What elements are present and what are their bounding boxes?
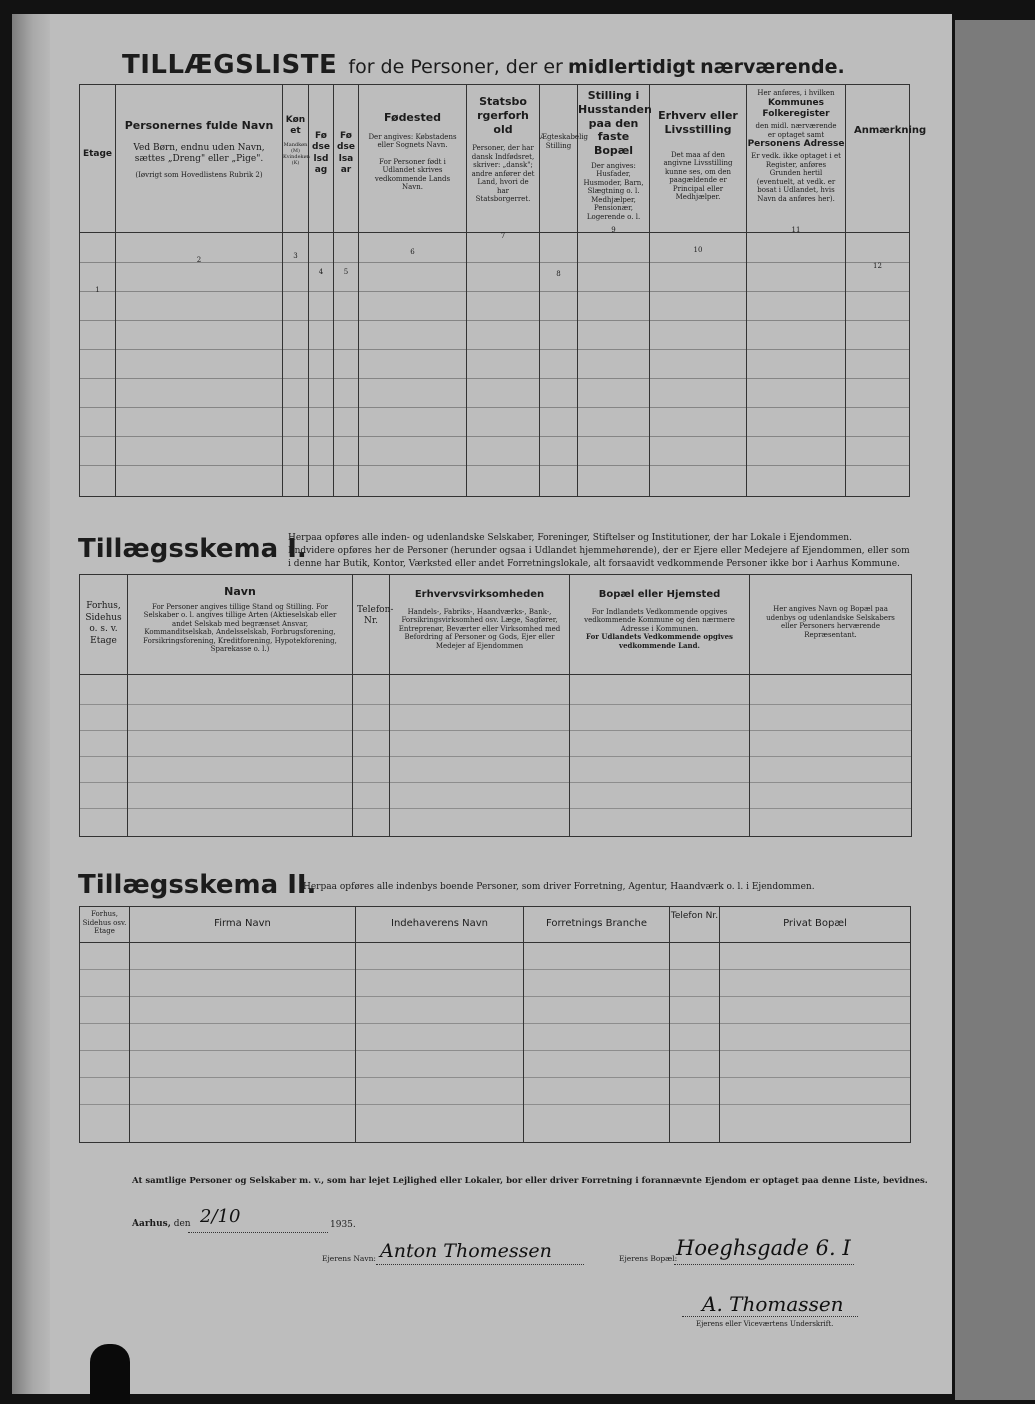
s1-col-phone: Telefon-Nr. [353,575,390,675]
next-page-edge [955,20,1035,1400]
title-main: TILLÆGSLISTE [122,50,338,80]
col-birthplace-header: Fødested Der angives: Købstadens eller Sognets Navn. For Personer født i Udlandet skrives vedkommende Lands Navn. 6 [359,85,467,233]
address-line [674,1264,854,1265]
year-text: 1935. [330,1220,356,1230]
s1-col-floor: Forhus, Sidehus o. s. v. Etage [80,575,128,675]
attestation-text: At samtlige Personer og Selskaber m. v., som har lejet Lejlighed eller Lokaler, bor eller driver Forretning i forannævnte Ejendom er optaget paa denne Liste, bevidnes. [132,1176,928,1186]
col-register-header: Her anføres, i hvilken Kommunes Folkeregister den midl. nærværende er optaget samt Personens Adresse Er vedk. ikke optaget i et Register, anføres Grunden hertil (eventuelt, at vedk. er bosat i Udlandet, hvis Navn da anføres her). 11 [747,85,846,233]
s2-col-phone: Telefon Nr. [670,907,720,943]
s1-col-business: Erhvervsvirksomheden Handels-, Fabriks-, Haandværks-, Bank-, Forsikringsvirksomhed osv. Læge, Sagfører, Entreprenør, Beværter eller Virksomhed med Befordring af Personer og Gods, Ejer eller Medejer af Ejendommen [390,575,570,675]
city-label: Aarhus, den [132,1219,191,1229]
s2-col-firm: Firma Navn [130,907,356,943]
col-remark-header: Anmærkning 12 [846,85,910,233]
schema1-text [288,532,918,571]
owner-line [376,1264,584,1265]
col-birthyear-header: Fødselsaar 5 [334,85,359,233]
schema1-text-line-2: Endvidere opføres her de Personer (herunder ogsaa i Udlandet hjemmehørende), der er Ejere eller Medejere af Ejendommen, eller som [288,546,910,557]
owner-name-handwritten: Anton Thomessen [380,1240,552,1262]
schema2-table [79,906,911,1143]
date-line [188,1232,328,1233]
schema2-title: Tillægsskema II. [78,870,317,900]
s1-col-representative: Her angives Navn og Bopæl paa udenbys og udenlandske Selskabers eller Personers herværende Repræsentant. [750,575,912,675]
col-birthday-header: Fødselsdag 4 [309,85,334,233]
schema1-text-line-1: Herpaa opføres alle inden- og udenlandske Selskaber, Foreninger, Stiftelser og Institutioner, der har Lokale i Ejendommen. [288,533,852,543]
s2-col-address: Privat Bopæl [720,907,911,943]
col-citizenship-header: Statsborgerforhold Personer, der har dansk Indfødsret, skriver: „dansk"; andre anfører det Land, hvori de har Statsborgerret. 7 [467,85,540,233]
title-bold: midlertidigt [567,56,696,78]
owner-name-label: Ejerens Navn: [322,1254,376,1263]
col-gender-header: Kønet Mandkøn (M) Kvindekøn (K) 3 [283,85,309,233]
schema1-table [79,574,912,837]
col-name-header: Personernes fulde Navn Ved Børn, endnu uden Navn, sættes „Dreng" eller „Pige". (Iøvrigt som Hovedlistens Rubrik 2) 2 [116,85,283,233]
signature-handwritten: A. Thomassen [702,1292,844,1316]
schema1-text-line-3: i denne har Butik, Kontor, Værksted eller andet Forretningslokale, alt forsaavidt vedkommende Personer ikke bor i Aarhus Kommune. [288,559,900,570]
col-etage-header: Etage 1 [80,85,116,233]
col-occupation-header: Erhverv eller Livsstilling Det maa af den angivne Livsstilling kunne ses, om den paagældende er Principal eller Medhjælper. 10 [650,85,747,233]
s1-col-residence: Bopæl eller Hjemsted For Indlandets Vedkommende opgives vedkommende Kommune og den nærmere Adresse i Kommunen. For Udlandets Vedkommende opgives vedkommende Land. [570,575,750,675]
s1-col-name: Navn For Personer angives tillige Stand og Stilling. For Selskaber o. l. angives tillige Arten (Aktieselskab eller andet Selskab med begrænset Ansvar, Kommanditselskab, Andelsselskab, Forbrugsforening, Forsikringsforening, Kreditforening, Hypotekforening, Sparekasse o. l.) [128,575,353,675]
title-rest-1: for de Personer, der er [348,56,563,78]
document-page [12,14,952,1394]
schema2-text: Herpaa opføres alle indenbys boende Personer, som driver Forretning, Agentur, Haandværk o. l. i Ejendommen. [303,882,815,892]
schema1-title: Tillægsskema I. [78,534,307,564]
s2-col-floor: Forhus, Sidehus osv. Etage [80,907,130,943]
owner-address-handwritten: Hoeghsgade 6. I [676,1236,851,1260]
signature-line [682,1316,858,1317]
s2-col-owner: Indehaverens Navn [356,907,524,943]
owner-address-label: Ejerens Bopæl: [619,1254,678,1263]
date-handwritten: 2/10 [200,1206,241,1227]
col-household-header: Stilling i Husstanden paa den faste Bopæl Der angives: Husfader, Husmoder, Barn, Slægtning o. l. Medhjælper, Pensionær, Logerende o. l. 9 [578,85,650,233]
signature-label: Ejerens eller Viceværtens Underskrift. [696,1320,834,1328]
title-rest-2: nærværende. [700,56,845,78]
s2-col-branch: Forretnings Branche [524,907,670,943]
list-title [122,50,845,80]
col-marital-header: Ægteskabelig Stilling 8 [540,85,578,233]
binding-clip [90,1344,130,1404]
